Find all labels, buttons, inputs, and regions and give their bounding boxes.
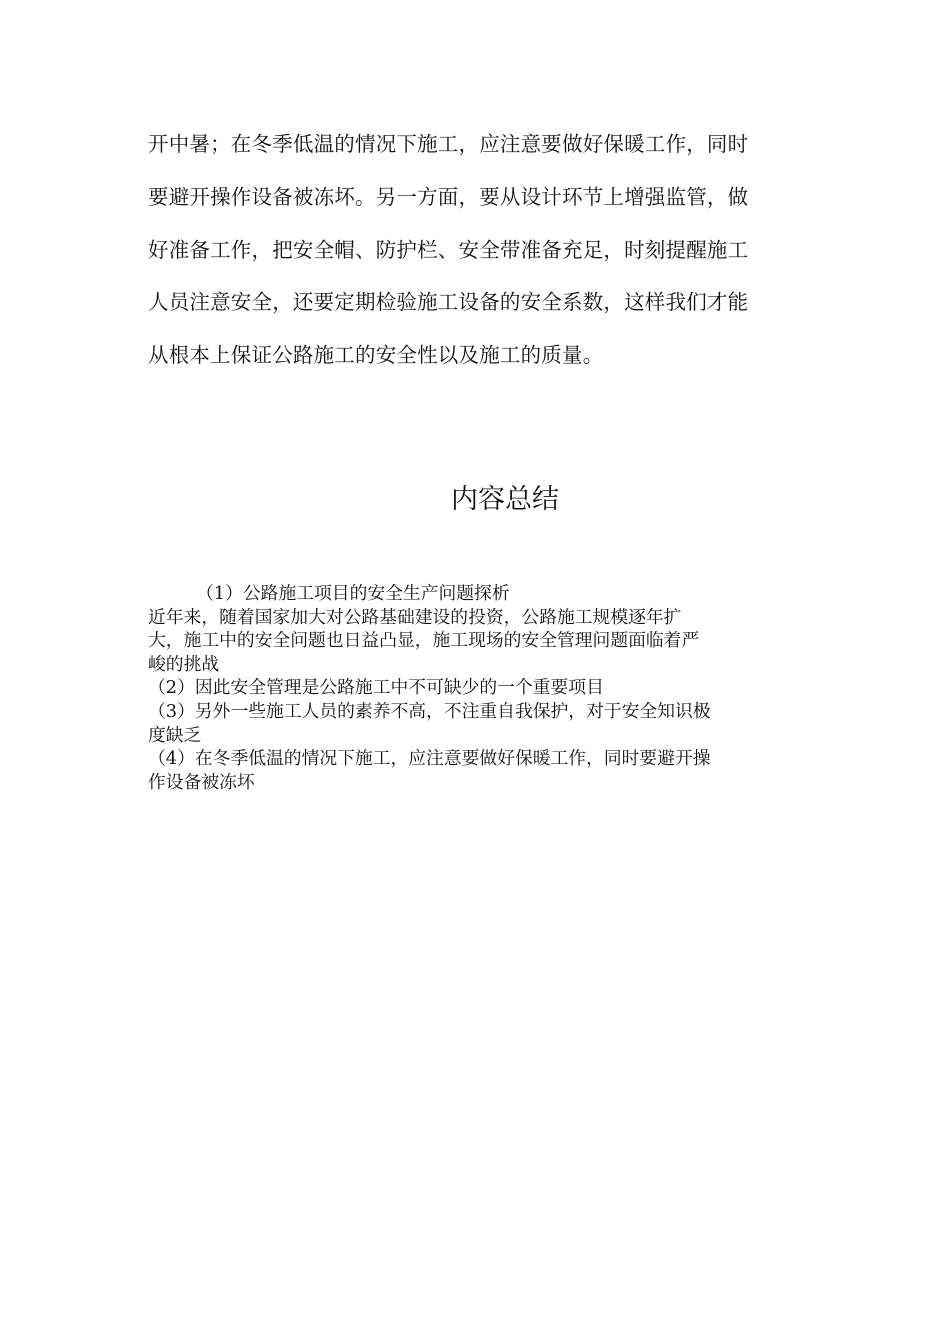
summary-line: 作设备被冻坏 [148, 771, 255, 793]
summary-line: （1）公路施工项目的安全生产问题探析 [196, 583, 510, 604]
body-line: 好准备工作，把安全帽、防护栏、安全带准备充足，时刻提醒施工 [148, 237, 749, 262]
summary-line: 近年来，随着国家加大对公路基础建设的投资，公路施工规模逐年扩 [148, 606, 682, 628]
summary-line: （3）另外一些施工人员的素养不高，不注重自我保护，对于安全知识极 [148, 700, 711, 722]
body-line: 从根本上保证公路施工的安全性以及施工的质量。 [148, 343, 604, 368]
summary-title: 内容总结 [451, 484, 559, 515]
summary-line: 大，施工中的安全问题也日益凸显，施工现场的安全管理问题面临着严 [148, 630, 700, 652]
summary-text [148, 582, 808, 794]
body-text [148, 118, 808, 382]
body-line: 要避开操作设备被冻坏。另一方面，要从设计环节上增强监管，做 [148, 184, 749, 209]
body-line: 开中暑；在冬季低温的情况下施工，应注意要做好保暖工作，同时 [148, 132, 749, 156]
body-line: 人员注意安全，还要定期检验施工设备的安全系数，这样我们才能 [148, 290, 749, 315]
summary-line: （2）因此安全管理是公路施工中不可缺少的一个重要项目 [148, 677, 604, 699]
summary-line: 度缺乏 [148, 724, 202, 746]
summary-line: 峻的挑战 [148, 653, 220, 675]
summary-line: （4）在冬季低温的情况下施工，应注意要做好保暖工作，同时要避开操 [148, 748, 711, 770]
